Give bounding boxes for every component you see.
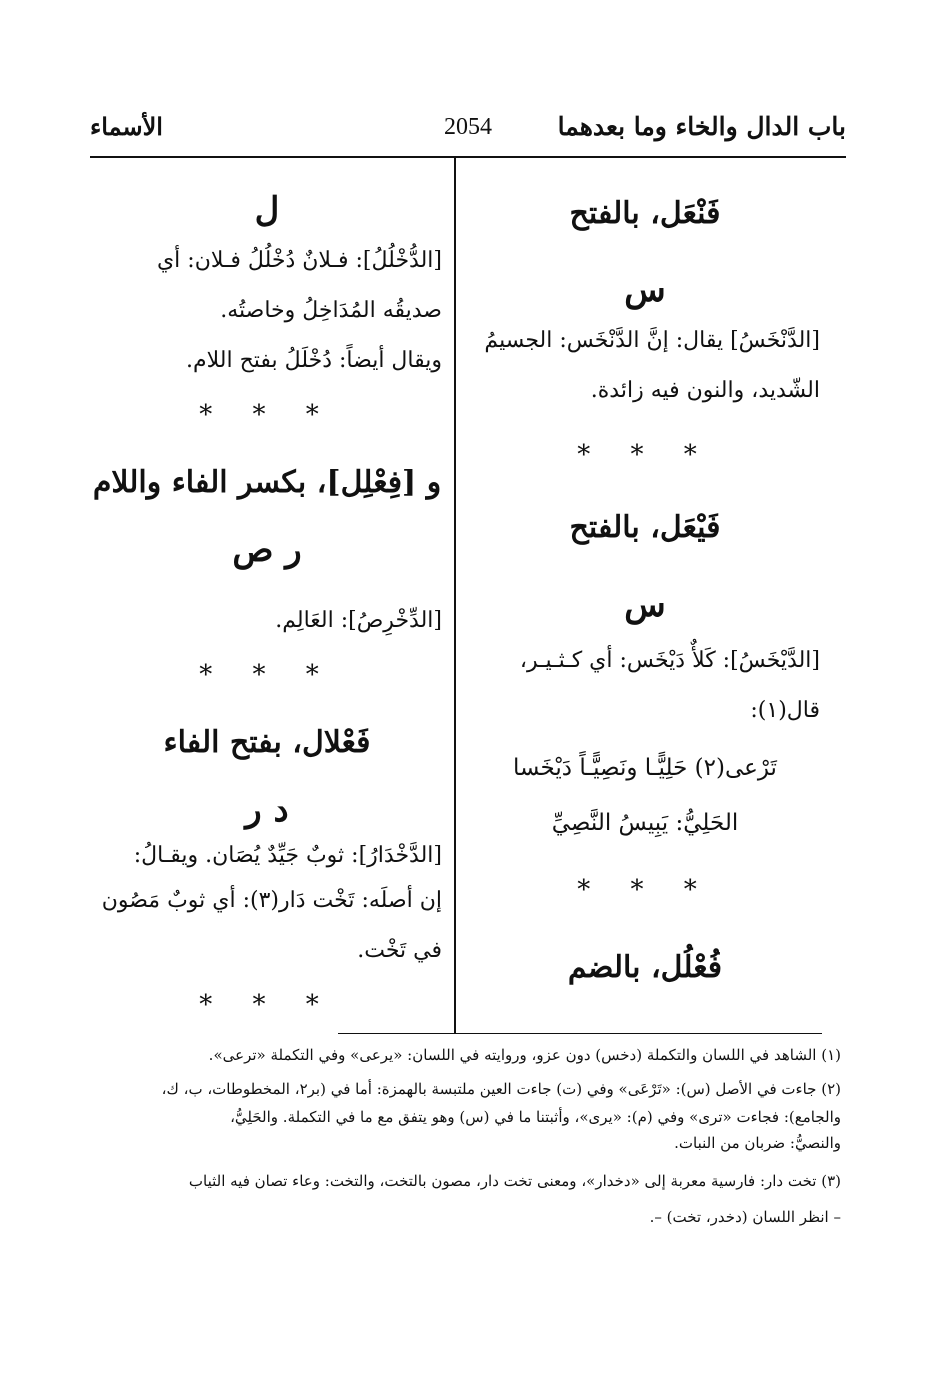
- page-header: [90, 112, 846, 152]
- separator-stars: * * *: [577, 875, 713, 905]
- entry-line: الشّديد، والنون فيه زائدة.: [590, 378, 820, 403]
- entry-line: [الدَّنْخَسُ] يقال: إنَّ الدَّنْخَس: الجسيمُ: [484, 328, 820, 353]
- root-letters: س: [624, 270, 666, 310]
- pattern-heading: و [فِعْلِل]، بكسر الفاء واللام: [92, 465, 442, 500]
- footnote: (٢) جاءت في الأصل (س): «تَرْعَى» وفي (ت) جاءت العين ملتبسة بالهمزة: أما في (بر٢، المخطوطات، ب، ك،: [161, 1080, 841, 1098]
- footnote-rule: [338, 1033, 822, 1034]
- footnote: والجامع): فجاءت «ترى» وفي (م): «يرى»، وأثبتنا ما في (س) وهو يتفق مع ما في التكملة. والحَلِيُّ،: [230, 1108, 841, 1126]
- root-letters: س: [624, 585, 666, 625]
- entry-line: [الدِّخْرِصُ]: العَالِم.: [275, 608, 442, 633]
- entry-line: [الدَّخْدَارُ]: ثوبٌ جَيِّدٌ يُصَان. ويقـالُ:: [133, 843, 442, 868]
- entry-line: [الدُّخْلُلُ]: فـلانٌ دُخْلُلُ فـلان: أي: [156, 248, 442, 273]
- root-letters: ل: [254, 190, 280, 230]
- footnote: (١) الشاهد في اللسان والتكملة (دخس) دون عزو، وروايته في اللسان: «يرعى» وفي التكملة «ترعى».: [208, 1046, 841, 1064]
- entry-line: إن أصلَه: تَخْت دَار(٣): أي ثوبٌ مَصُون: [101, 888, 442, 913]
- separator-stars: * * *: [199, 400, 335, 430]
- separator-stars: * * *: [199, 660, 335, 690]
- entry-line: قال(١):: [750, 698, 820, 723]
- verse-line: تَرْعى(٢) حَلِيًّـا ونَصِيًّـاً دَيْخَسا: [513, 755, 777, 781]
- footnote: – انظر اللسان (دخدر، تخت) –.: [649, 1208, 841, 1226]
- entry-line: ويقال أيضاً: دُخْلَلُ بفتح اللام.: [186, 348, 442, 373]
- root-letters: ر ص: [232, 530, 302, 570]
- section-title: الأسماء: [90, 112, 163, 141]
- verse-gloss: الحَلِيُّ: يَبِيسُ النَّصِيِّ: [551, 810, 739, 836]
- header-rule: [90, 156, 846, 158]
- page-number: 2054: [444, 114, 492, 140]
- entry-line: صديقُه المُدَاخِلُ وخاصتُه.: [220, 298, 442, 323]
- pattern-heading: فَنْعَل، بالفتح: [569, 196, 721, 231]
- footnote: والنصيُّ: ضربان من النبات.: [674, 1134, 841, 1152]
- separator-stars: * * *: [199, 990, 335, 1020]
- entry-line: في تَخْت.: [357, 938, 442, 963]
- column-divider: [454, 158, 456, 1034]
- separator-stars: * * *: [577, 440, 713, 470]
- pattern-heading: فُعْلُل، بالضم: [567, 950, 723, 985]
- pattern-heading: فَيْعَل، بالفتح: [569, 510, 721, 545]
- root-letters: د ر: [245, 790, 289, 830]
- footnote: (٣) تخت دار: فارسية معربة إلى «دخدار»، ومعنى تخت دار، مصون بالتخت، والتخت: وعاء تصان فيه الثياب: [188, 1172, 841, 1190]
- pattern-heading: فَعْلال، بفتح الفاء: [163, 725, 371, 760]
- chapter-title: باب الدال والخاء وما بعدهما: [557, 112, 846, 141]
- entry-line: [الدَّيْخَسُ]: كَلأٌ دَيْخَس: أي كـثـيـر،: [519, 648, 820, 673]
